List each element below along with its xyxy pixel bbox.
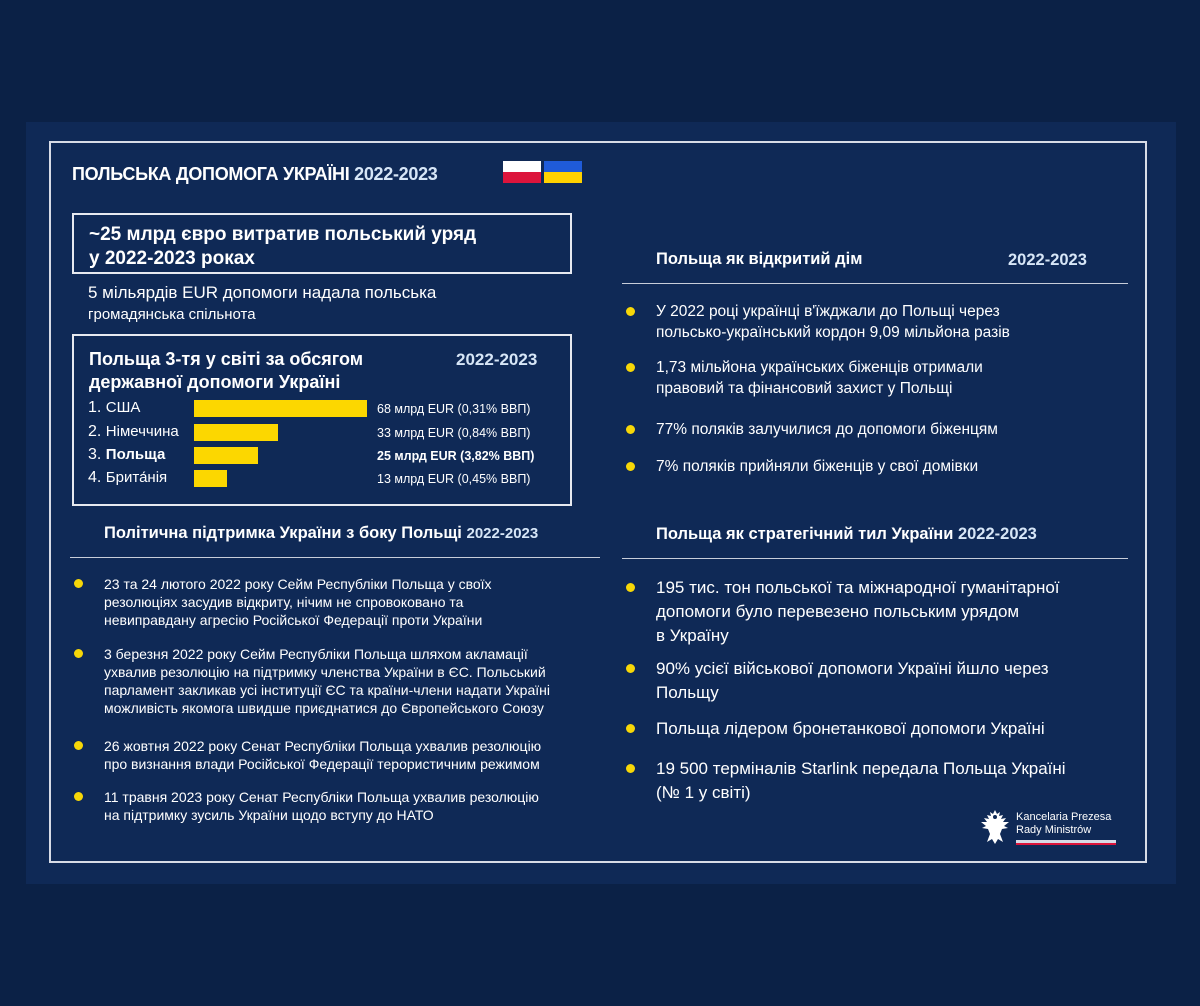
ranking-year: 2022-2023 <box>456 350 538 369</box>
political-divider <box>70 557 600 558</box>
chart-category-name: Німеччина <box>105 423 179 440</box>
chart-category-label <box>88 446 165 464</box>
strategic-year: 2022-2023 <box>957 525 1037 543</box>
chart-value-label: 68 млрд EUR (0,31% ВВП) <box>377 402 531 416</box>
political-title: Політична підтримка України з боку Польщі <box>104 524 462 542</box>
bullet-line: 195 тис. тон польської та міжнародної гуманітарної <box>656 578 1060 597</box>
chart-bar <box>194 400 367 417</box>
bullet-line: 3 березня 2022 року Сейм Республіки Польща шляхом акламації <box>104 646 528 662</box>
civil-line1: 5 мільярдів EUR допомоги надала польська <box>88 283 437 302</box>
open-home-year: 2022-2023 <box>1008 251 1087 269</box>
chart-category-name: Брита́нія <box>105 469 168 486</box>
political-section-title <box>104 524 538 543</box>
bullet-line: польсько-український кордон 9,09 мільйона разів <box>656 324 1010 341</box>
bullet-dot-icon <box>626 583 635 592</box>
chart-rank-number: 2. <box>88 423 106 440</box>
bullet-line: в Україну <box>656 626 729 645</box>
page-title <box>72 164 438 185</box>
summary-line1: ~25 млрд євро витратив польський уряд <box>89 224 477 245</box>
strategic-divider <box>622 558 1128 559</box>
bullet-dot-icon <box>626 425 635 434</box>
bullet-line: парламент закликав усі інституції ЄС та країни-члени надати Україні <box>104 682 550 698</box>
bullet-line: правовий та фінансовий захист у Польщі <box>656 380 953 397</box>
bullet-line: 7% поляків прийняли біженців у свої домівки <box>656 458 979 475</box>
bullet-line: У 2022 році українці в'їжджали до Польщі через <box>656 303 1000 320</box>
ukraine-flag-icon <box>544 161 582 183</box>
bullet-line: ухвалив резолюцію на підтримку членства України в ЄС. Польський <box>104 664 546 680</box>
chart-rank-number: 3. <box>88 446 106 463</box>
chart-rank-number: 4. <box>88 469 106 486</box>
open-home-title: Польща як відкритий дім <box>656 250 863 268</box>
bullet-line: 1,73 мільйона українських біженців отримали <box>656 359 983 376</box>
bullet-dot-icon <box>74 579 83 588</box>
bullet-dot-icon <box>626 363 635 372</box>
ranking-title-line1: Польща 3-тя у світі за обсягом <box>89 349 364 369</box>
bullet-line: Польща лідером бронетанкової допомоги Україні <box>656 719 1045 738</box>
bullet-line: резолюціях засудив відкриту, нічим не спровоковано та <box>104 594 464 610</box>
logo-stripe-red <box>1016 843 1116 845</box>
summary-box <box>72 213 572 274</box>
bullet-line: про визнання влади Російської Федерації терористичним режимом <box>104 756 540 772</box>
bullet-line: (№ 1 у світі) <box>656 783 751 802</box>
chart-category-label <box>88 423 179 441</box>
bullet-line: невиправдану агресію Російської Федерації проти України <box>104 612 483 628</box>
bullet-line: допомоги було перевезено польським урядом <box>656 602 1020 621</box>
political-year: 2022-2023 <box>466 525 539 542</box>
summary-line2: у 2022-2023 роках <box>89 248 255 269</box>
bullet-line: 26 жовтня 2022 року Сенат Республіки Польща ухвалив резолюцію <box>104 738 542 754</box>
open-home-section-title <box>656 250 862 269</box>
strategic-title: Польща як стратегічний тил України <box>656 525 954 543</box>
white-eagle-icon <box>978 808 1012 846</box>
logo-line2: Rady Ministrów <box>1016 824 1092 836</box>
logo-line1: Kancelaria Prezesa <box>1016 811 1112 823</box>
bullet-dot-icon <box>626 764 635 773</box>
title-text: ПОЛЬСЬКА ДОПОМОГА УКРАЇНІ <box>72 164 350 184</box>
chart-bar <box>194 470 227 487</box>
kprm-logo <box>978 808 1128 848</box>
chart-bar <box>194 424 278 441</box>
bullet-dot-icon <box>74 741 83 750</box>
bullet-dot-icon <box>626 462 635 471</box>
chart-value-label: 25 млрд EUR (3,82% ВВП) <box>377 449 535 463</box>
bullet-line: можливість якомога швидше приєднатися до Європейського Союзу <box>104 700 544 716</box>
ranking-title-line2: державної допомоги Україні <box>89 372 341 392</box>
bullet-line: на підтримку зусиль України щодо вступу до НАТО <box>104 807 434 823</box>
chart-rank-number: 1. <box>88 399 106 416</box>
bullet-dot-icon <box>74 649 83 658</box>
chart-value-label: 13 млрд EUR (0,45% ВВП) <box>377 472 531 486</box>
chart-category-name: США <box>105 399 141 416</box>
chart-value-label: 33 млрд EUR (0,84% ВВП) <box>377 426 531 440</box>
bullet-line: 77% поляків залучилися до допомоги біженцям <box>656 421 998 438</box>
bullet-line: 23 та 24 лютого 2022 року Сейм Республіки Польща у своїх <box>104 576 492 592</box>
bullet-line: 90% усієї військової допомоги Україні йшло через <box>656 659 1049 678</box>
chart-category-label <box>88 469 167 487</box>
open-home-divider <box>622 283 1128 284</box>
title-year: 2022-2023 <box>354 164 438 184</box>
bullet-dot-icon <box>626 724 635 733</box>
chart-bar <box>194 447 258 464</box>
civil-society-text <box>88 282 436 326</box>
civil-line2: громадянська спільнота <box>88 306 256 323</box>
bullet-line: 19 500 терміналів Starlink передала Польща Україні <box>656 759 1066 778</box>
bullet-line: Польщу <box>656 683 719 702</box>
bullet-line: 11 травня 2023 року Сенат Республіки Польща ухвалив резолюцію <box>104 789 539 805</box>
bullet-dot-icon <box>626 664 635 673</box>
chart-category-name: Польща <box>105 446 166 463</box>
chart-category-label <box>88 399 140 417</box>
poland-flag-icon <box>503 161 541 183</box>
open-home-year-wrap <box>1008 251 1087 270</box>
bullet-dot-icon <box>626 307 635 316</box>
bullet-dot-icon <box>74 792 83 801</box>
strategic-section-title <box>656 525 1037 544</box>
